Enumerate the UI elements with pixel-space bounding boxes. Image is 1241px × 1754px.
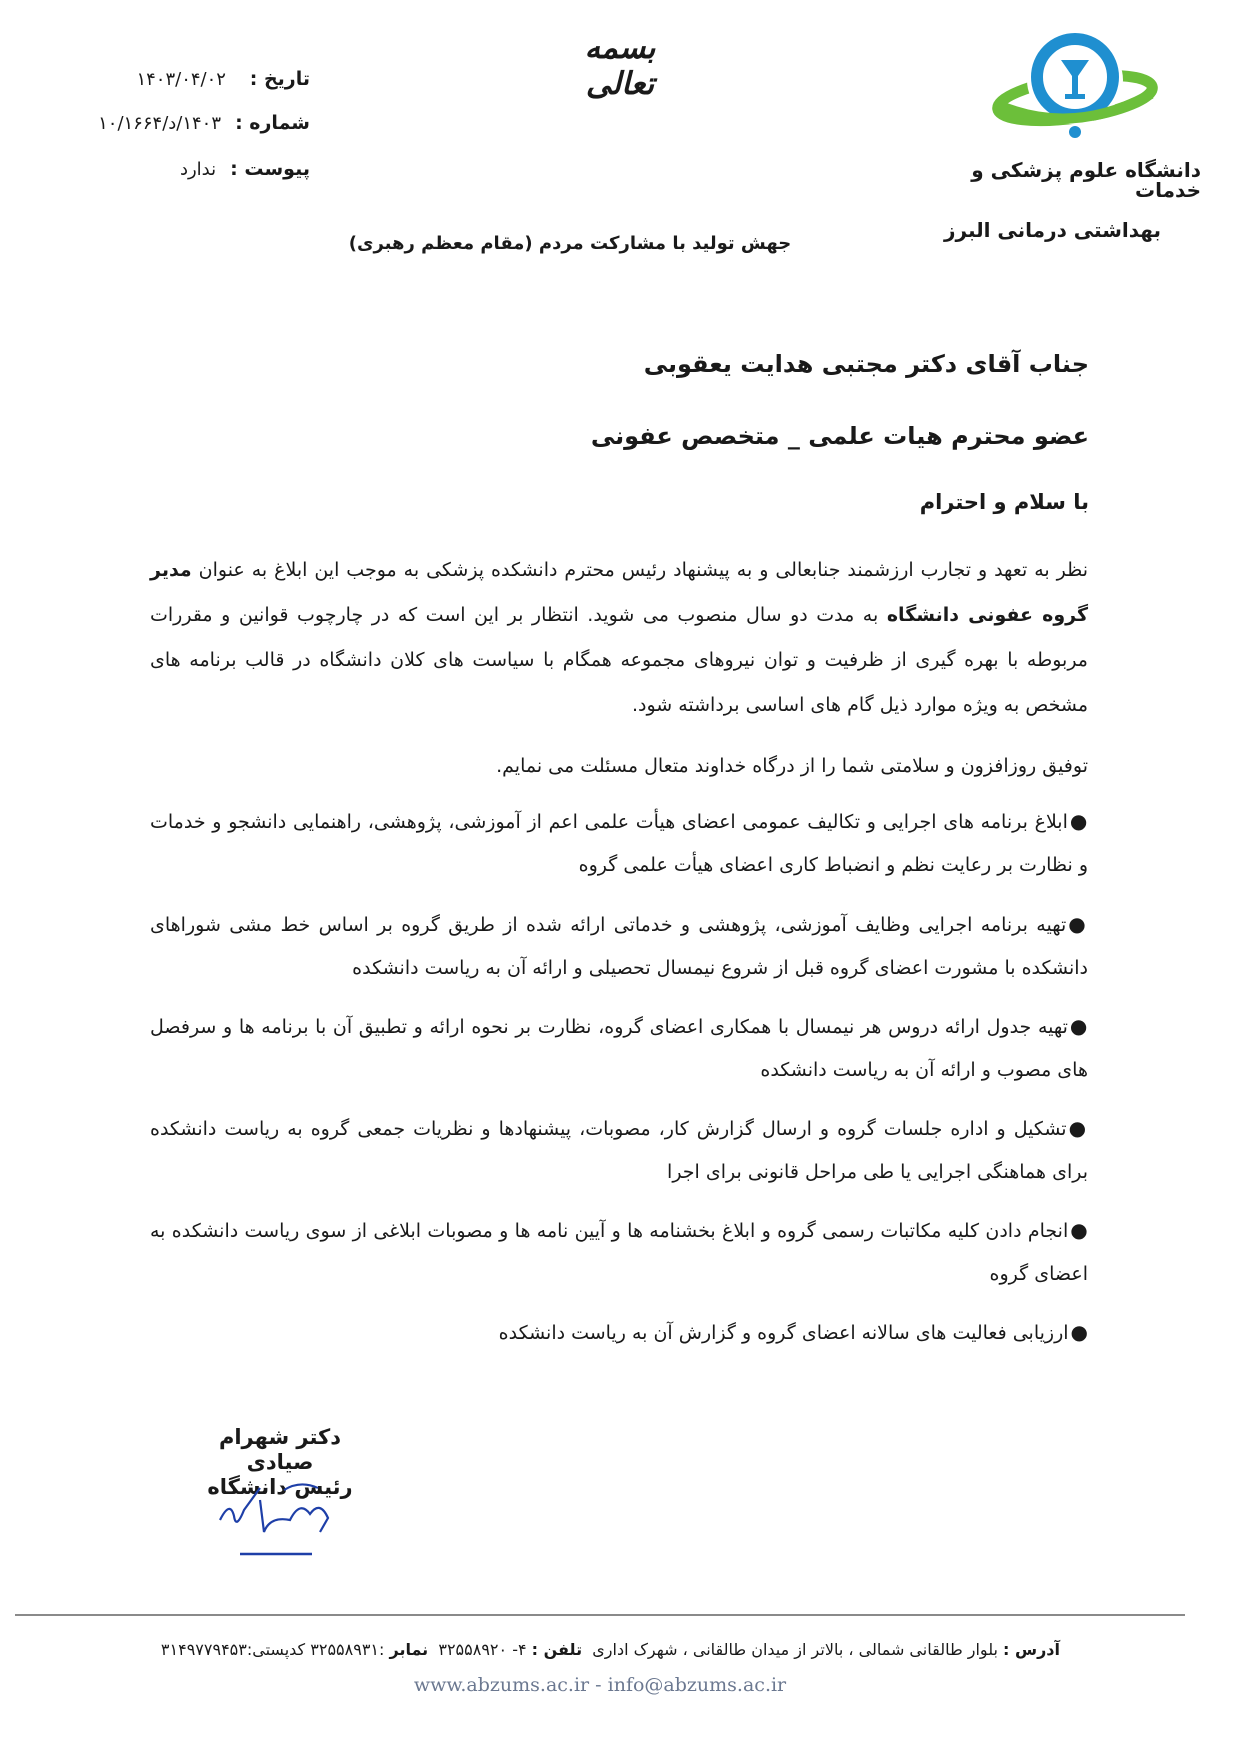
duty-text: انجام دادن کلیه مکاتبات رسمی گروه و ابلاغ بخشنامه ها و آیین نامه ها و مصوبات ابلاغی از سوی ریاست دانشکده به اعضای گروه (150, 1220, 1088, 1285)
duty-item (150, 903, 1088, 990)
appointment-paragraph (150, 548, 1088, 728)
motto-line: جهش تولید با مشارکت مردم (مقام معظم رهبری) (348, 233, 792, 254)
date-row (136, 68, 310, 98)
duty-item (150, 800, 1088, 887)
bullet-icon: ● (1069, 1014, 1088, 1038)
paragraph-text-start: نظر به تعهد و تجارب ارزشمند جنابعالی و به پیشنهاد رئیس محترم دانشکده پزشکی به موجب این ابلاغ به عنوان (198, 559, 1088, 581)
fax-number: :۳۲۵۵۸۹۳۱ (310, 1640, 385, 1659)
recipient-name: جناب آقای دکتر مجتبی هدایت یعقوبی (643, 350, 1089, 378)
attachment-label: پیوست : (230, 158, 310, 180)
duty-text: تشکیل و اداره جلسات گروه و ارسال گزارش کار، مصوبات، پیشنهادها و نظریات جمعی گروه به ریاست دانشکده برای هماهنگی اجرایی یا طی مراحل قانونی برای اجرا (150, 1118, 1088, 1183)
web-separator: - (589, 1674, 608, 1696)
phone-number: ۴- ۳۲۵۵۸۹۲۰ (438, 1640, 527, 1659)
bullet-icon: ● (1070, 1218, 1088, 1242)
appointment-role: مدیر گروه عفونی دانشگاه (150, 559, 1089, 626)
university-name (901, 160, 1201, 260)
postal-code: کدپستی:۳۱۴۹۷۷۹۴۵۳ (160, 1640, 306, 1659)
university-name-line2: بهداشتی درمانی البرز (943, 218, 1161, 242)
number-row (98, 112, 310, 142)
handwritten-signature (200, 1470, 360, 1560)
duty-text: تهیه برنامه اجرایی وظایف آموزشی، پژوهشی و خدماتی ارائه شده از طریق گروه بر اساس خط مشی شوراهای دانشکده با مشورت اعضای گروه قبل از شروع نیمسال تحصیلی و ارائه آن به ریاست دانشکده (150, 914, 1088, 979)
website-link[interactable]: www.abzums.ac.ir (413, 1674, 590, 1696)
duty-text: ارزیابی فعالیت های سالانه اعضای گروه و گزارش آن به ریاست دانشکده (498, 1322, 1069, 1344)
attachment-value: ندارد (179, 159, 217, 180)
basmala-heading: بسمه تعالی (584, 30, 656, 102)
signatory-name: دکتر شهرام صیادی (218, 1425, 342, 1475)
paragraph-text-end: به مدت دو سال منصوب می شوید. انتظار بر این است که در چارچوب قوانین و مقررات مربوطه با بهره گیری از ظرفیت و توان نیروهای مجموعه همگام با سیاست های کلان دانشگاه در قالب برنامه های مشخص به ویژه موارد ذیل گام های اساسی برداشته شود. (150, 604, 1088, 716)
duty-item (150, 1005, 1088, 1092)
number-value: ۱۴۰۳/د/۱۰/۱۶۶۴ (98, 113, 222, 134)
number-label: شماره : (235, 112, 310, 134)
phone-label: تلفن : (531, 1640, 583, 1659)
attachment-row (180, 158, 310, 188)
bullet-icon: ● (1068, 1116, 1089, 1140)
wishes-paragraph: توفیق روزافزون و سلامتی شما را از درگاه خداوند متعال مسئلت می نمایم. (496, 755, 1088, 777)
address-label: آدرس : (1003, 1640, 1060, 1659)
address-text: بلوار طالقانی شمالی ، بالاتر از میدان طالقانی ، شهرک اداری (592, 1640, 998, 1659)
email-link[interactable]: info@abzums.ac.ir (607, 1674, 787, 1696)
signatory-position: رئیس دانشگاه (207, 1475, 353, 1500)
bullet-icon: ● (1069, 809, 1089, 833)
date-label: تاریخ : (249, 68, 310, 90)
footer-divider (15, 1614, 1185, 1616)
bullet-icon: ● (1068, 912, 1088, 936)
date-value: ۱۴۰۳/۰۴/۰۲ (136, 69, 226, 90)
duty-text: ابلاغ برنامه های اجرایی و تکالیف عمومی اعضای هیأت علمی اعم از آموزشی، پژوهشی، راهنمایی دانشجو و خدمات و نظارت بر رعایت نظم و انضباط کاری اعضای هیأت علمی گروه (150, 811, 1088, 876)
duty-item (150, 1107, 1088, 1194)
duty-item (150, 1209, 1088, 1296)
salutation: با سلام و احترام (919, 490, 1089, 514)
duty-text: تهیه جدول ارائه دروس هر نیمسال با همکاری اعضای گروه، نظارت بر نحوه ارائه و تطبیق آن با برنامه ها و سرفصل های مصوب و ارائه آن به ریاست دانشکده (150, 1016, 1088, 1081)
duty-item (150, 1311, 1088, 1355)
university-logo (975, 20, 1175, 150)
university-name-line1: دانشگاه علوم پزشکی و خدمات (971, 158, 1201, 202)
bullet-icon: ● (1070, 1320, 1088, 1344)
footer-address (60, 1640, 1060, 1659)
footer-web (300, 1674, 900, 1696)
fax-label: نمابر (389, 1640, 429, 1659)
recipient-title: عضو محترم هیات علمی _ متخصص عفونی (590, 422, 1089, 450)
